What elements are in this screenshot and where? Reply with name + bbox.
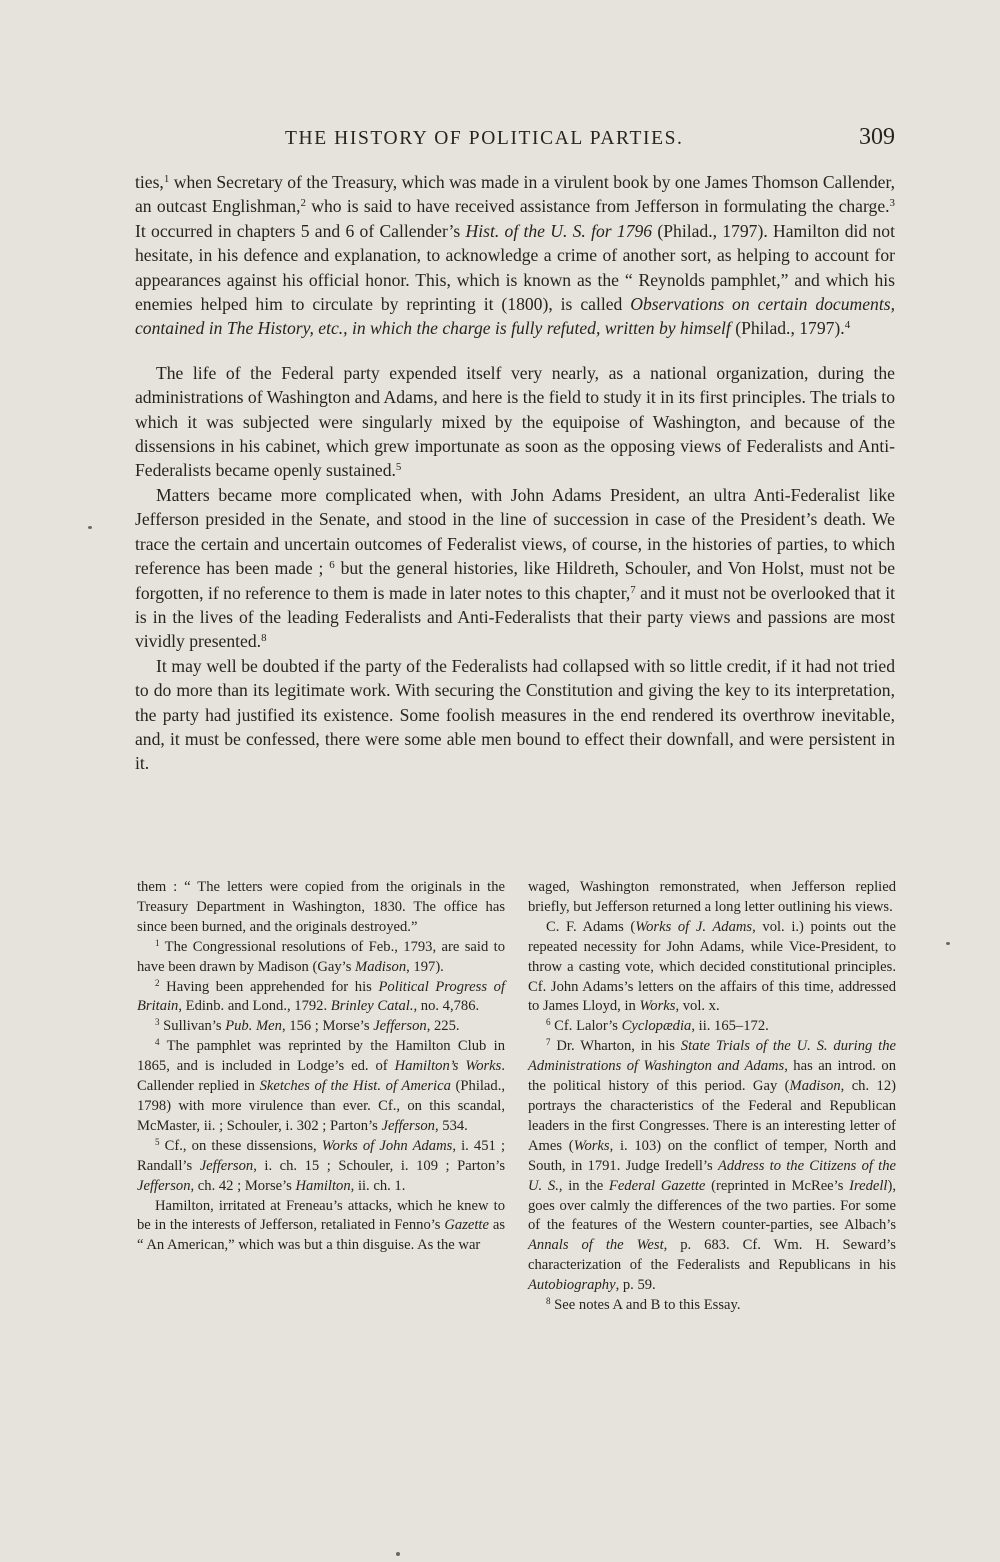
- footnote-ref: 6: [546, 1017, 551, 1028]
- text-run: Hamilton, irritated at Freneau’s attacks, which he knew to be in the interests of Jefferson, retaliated in Fenno’s: [137, 1197, 505, 1234]
- ink-speck: [946, 942, 950, 945]
- text-run: (Philad., 1797). Hamilton did not hesitate, in his defence and explanation, to acknowledge a crime of another sort, as helping to account for appearances against his official honor. This, which is known as the “ Reynolds pamphlet,” and which his enemies helped him to circulate by reprinting it (1800), is called: [135, 220, 895, 315]
- text-run: when Secretary of the Treasury, which was made in a virulent book by one James Thomson Callender, an outcast Englishman,: [135, 172, 895, 217]
- text-run: , vol. x.: [675, 998, 720, 1015]
- footnote-5-continued-right: [528, 878, 896, 918]
- ink-speck: [88, 526, 92, 529]
- paragraph-federal-party: [135, 361, 895, 483]
- text-run: waged, Washington remonstrated, when Jefferson replied briefly, but Jefferson returned a long letter outlining his views.: [528, 879, 896, 915]
- text-run: who is said to have received assistance from Jefferson in formulating the charge.: [305, 196, 890, 217]
- text-run: , ch. 12) portrays the characteristics of the Federal and Republican leaders in the first Congresses. There is an interesting letter of Ames (: [528, 1078, 897, 1154]
- text-run: C. F. Adams (: [546, 918, 636, 935]
- italic-text: Brinley Catal.: [330, 998, 414, 1015]
- footnote-1: [137, 938, 505, 978]
- main-text: [135, 170, 895, 776]
- text-run: Matters became more complicated when, with John Adams President, an ultra Anti-Federalist like Jefferson presided in the Senate, and stood in the line of succession in case of the President’s death. We trace the certain and uncertain outcomes of Federalist views, of course, in the histories of parties, to which reference has been made ;: [135, 484, 895, 579]
- footnotes-right-column: [528, 878, 896, 1316]
- italic-text: Jefferson: [373, 1018, 427, 1035]
- text-run: See notes A and B to this Essay.: [550, 1297, 741, 1314]
- italic-text: Jefferson: [199, 1157, 254, 1174]
- text-run: The life of the Federal party expended itself very nearly, as a national organization, during the administrations of Washington and Adams, and here is the field to study it in its first principles. The trials to which it was subjected were singularly mixed by the equipoise of Washington, and because of the dissensions in his cabinet, which grew importunate as soon as the opposing views of Federalists and Anti-Federalists became openly sustained.: [135, 362, 895, 481]
- italic-text: Gazette: [444, 1217, 489, 1234]
- italic-text: Madison: [789, 1078, 841, 1095]
- ink-speck: [396, 1552, 400, 1556]
- text-run: The pamphlet was reprinted by the Hamilton Club in 1865, and is included in Lodge’s ed. of: [137, 1038, 505, 1075]
- italic-text: Works of J. Adams: [635, 918, 753, 935]
- footnote-ref: 8: [546, 1296, 551, 1307]
- text-run: , 156 ; Morse’s: [281, 1018, 374, 1035]
- text-run: , no. 4,786.: [413, 998, 480, 1015]
- paragraph-collapse: [135, 654, 895, 776]
- running-header: [135, 124, 895, 158]
- italic-text: Hamilton: [295, 1177, 351, 1194]
- footnote-ref: 7: [546, 1037, 551, 1048]
- text-run: , i. ch. 15 ; Schouler, i. 109 ; Parton’s: [253, 1157, 505, 1174]
- paragraph-complications: [135, 483, 895, 654]
- text-run: , ii. ch. 1.: [350, 1177, 406, 1194]
- italic-text: Iredell: [849, 1177, 888, 1194]
- footnote-5-adams: [528, 918, 896, 1018]
- italic-text: Autobiography: [528, 1277, 616, 1294]
- footnote-ref: 3: [155, 1017, 160, 1028]
- text-run: , 225.: [426, 1018, 460, 1035]
- text-run: (reprinted in McRee’s: [705, 1177, 850, 1194]
- italic-text: Address to the Citizens of the U. S.: [528, 1157, 896, 1194]
- text-run: Cf., on these dissensions,: [159, 1137, 322, 1154]
- text-run: (Philad., 1798) with more virulence than ever. Cf., on this scandal, McMaster, ii. ; Schouler, i. 302 ; Parton’s: [137, 1078, 505, 1134]
- footnote-ref: 2: [300, 197, 306, 210]
- footnote-ref: 3: [889, 197, 895, 210]
- footnote-ref: 7: [630, 583, 636, 596]
- text-run: Sullivan’s: [159, 1018, 226, 1035]
- text-run: , 534.: [434, 1117, 468, 1134]
- text-run: , i. 451 ; Randall’s: [137, 1137, 506, 1174]
- footnote-8: [528, 1296, 896, 1316]
- italic-text: Works: [573, 1137, 610, 1154]
- text-run: , i. 103) on the conflict of temper, North and South, in 1791. Judge Iredell’s: [528, 1137, 896, 1174]
- italic-text: Works of John Adams: [321, 1137, 453, 1154]
- running-title: THE HISTORY OF POLITICAL PARTIES.: [285, 128, 684, 149]
- footnotes-left-column: [137, 878, 505, 1256]
- footnote-ref: 6: [329, 559, 335, 572]
- text-run: them : “ The letters were copied from the originals in the Treasury Department in Washington, 1830. The office has since been burned, and the originals destroyed.”: [137, 879, 505, 935]
- italic-text: Madison: [355, 958, 407, 975]
- footnote-ref: 1: [163, 173, 170, 185]
- text-run: , ch. 42 ; Morse’s: [190, 1177, 296, 1194]
- italic-text: Pub. Men: [225, 1018, 282, 1035]
- text-run: ties,: [135, 172, 164, 192]
- footnote-ref: 8: [261, 632, 267, 645]
- italic-text: State Trials of the U. S. during the Administrations of Washington and Adams: [528, 1038, 896, 1075]
- text-run: , ii. 165–172.: [691, 1018, 769, 1035]
- text-run: but the general histories, like Hildreth, Schouler, and Von Holst, must not be forgotten, if no reference to them is made in later notes to this chapter,: [135, 558, 896, 603]
- footnote-7: [528, 1037, 896, 1296]
- text-run: The Congressional resolutions of Feb., 1793, are said to have been drawn by Madison (Gay’s: [137, 938, 505, 975]
- italic-text: Political Progress of Britain: [137, 978, 505, 1015]
- footnote-6: [528, 1017, 896, 1037]
- footnote-ref: 2: [155, 977, 160, 988]
- italic-text: Works: [639, 998, 676, 1015]
- italic-text: Observations on certain documents, contained in The History, etc., in which the charge is fully refuted, written by himself: [135, 294, 895, 339]
- text-run: , in the: [558, 1177, 609, 1194]
- italic-text: Federal Gazette: [608, 1177, 706, 1194]
- text-run: , Edinb. and Lond., 1792.: [178, 998, 331, 1015]
- footnote-4: [137, 1037, 505, 1137]
- footnote-ref: 1: [155, 937, 160, 948]
- text-run: . Callender replied in: [137, 1058, 505, 1095]
- text-run: It may well be doubted if the party of the Federalists had collapsed with so little credit, if it had not tried to do more than its legitimate work. With securing the Constitution and giving the key to its interpretation, the party had justified its existence. Some foolish measures in the end rendered its overthrow inevitable, and, it must be confessed, there were some able men bound to effect their downfall, and were persistent in it.: [135, 655, 895, 774]
- text-run: , 197).: [406, 958, 444, 975]
- italic-text: Hist. of the U. S. for 1796: [465, 220, 653, 241]
- italic-text: Annals of the West: [528, 1237, 664, 1254]
- italic-text: Jefferson: [381, 1117, 435, 1134]
- text-run: Having been apprehended for his: [159, 978, 379, 995]
- footnote-5: [137, 1137, 505, 1197]
- footnote-5-continued: [137, 1197, 505, 1257]
- italic-text: Cyclopædia: [621, 1018, 692, 1035]
- text-run: Dr. Wharton, in his: [550, 1038, 681, 1055]
- italic-text: Hamilton’s Works: [394, 1058, 502, 1075]
- footnote-ref: 5: [395, 461, 402, 474]
- page-number: 309: [859, 124, 895, 150]
- text-run: ), goes over calmly the differences of the two parties. For some of the features of the Western counter-parties, see Albach’s: [528, 1177, 896, 1234]
- footnote-continued: [137, 878, 505, 938]
- text-run: It occurred in chapters 5 and 6 of Callender’s: [135, 220, 466, 241]
- text-run: , vol. i.) points out the repeated necessity for John Adams, while Vice-President, to throw a casting vote, which decided constitutional principles. Cf. John Adams’s letters on the affairs of this time, addressed to James Lloyd, in: [528, 918, 896, 1015]
- paragraph-continued: [135, 170, 895, 341]
- footnote-3: [137, 1017, 505, 1037]
- italic-text: Sketches of the Hist. of America: [259, 1078, 451, 1095]
- text-run: Cf. Lalor’s: [550, 1018, 622, 1035]
- text-run: and it must not be overlooked that it is in the lives of the leading Federalists and Anti-Federalists that their party views and passions are most vividly presented.: [135, 582, 895, 652]
- footnote-ref: 4: [844, 319, 851, 332]
- text-run: , p. 683. Cf. Wm. H. Seward’s characterization of the Federalists and Republicans in his: [528, 1237, 896, 1274]
- text-run: (Philad., 1797).: [730, 318, 845, 339]
- text-run: , p. 59.: [615, 1277, 656, 1294]
- footnote-ref: 4: [155, 1037, 160, 1048]
- italic-text: Jefferson: [137, 1177, 191, 1194]
- footnote-2: [137, 978, 505, 1018]
- text-run: as “ An American,” which was but a thin disguise. As the war: [137, 1217, 506, 1254]
- text-run: , has an introd. on the political history of this period. Gay (: [528, 1058, 897, 1095]
- footnote-ref: 5: [155, 1136, 160, 1147]
